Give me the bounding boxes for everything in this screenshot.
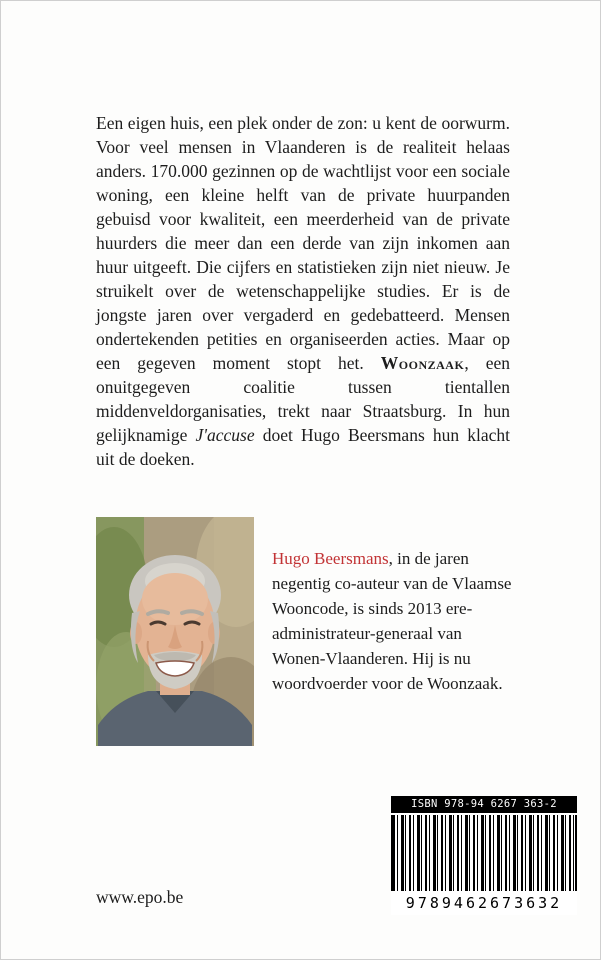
author-photo-image xyxy=(96,517,254,746)
bio-body: , in de jaren negentig co-auteur van de Vlaamse Wooncode, is sinds 2013 ere-administrateur-generaal van Wonen-Vlaanderen. Hij is nu woordvoerder voor de Woonzaak. xyxy=(272,549,512,693)
barcode-bars xyxy=(391,815,577,891)
blurb-part-3: doet Hugo Beersmans hun klacht uit de doeken. xyxy=(96,424,510,469)
author-photo xyxy=(96,517,254,746)
ean-number: 9789462673632 xyxy=(391,891,577,915)
blurb-text xyxy=(96,111,510,471)
barcode xyxy=(391,796,577,915)
woonzaak-smallcaps: Woonzaak xyxy=(380,352,465,373)
isbn-label: ISBN 978-94 6267 363-2 xyxy=(391,796,577,813)
blurb-part-2: , een onuitgegeven coalitie tussen tientallen middenveldorganisaties, trekt naar Straatsburg. In hun gelijknamige xyxy=(96,352,510,445)
author-name: Hugo Beersmans xyxy=(272,549,389,568)
jaccuse-italic: J'accuse xyxy=(195,424,255,445)
blurb-part-1: Een eigen huis, een plek onder de zon: u kent de oorwurm. Voor veel mensen in Vlaanderen is de realiteit helaas anders. 170.000 gezinnen op de wachtlijst voor een sociale woning, een kleine helft van de private huurpanden gebuisd voor kwaliteit, een meerderheid van de private huurders die meer dan een derde van zijn inkomen aan huur uitgeeft. Die cijfers en statistieken zijn niet nieuw. Je struikelt over de wetenschappelijke studies. Er is de jongste jaren over vergaderd en gedebatteerd. Mensen ondertekenden petities en organiseerden acties. Maar op een gegeven moment stopt het. xyxy=(96,112,510,373)
website-text: www.epo.be xyxy=(96,887,184,907)
bio-text xyxy=(272,546,512,696)
